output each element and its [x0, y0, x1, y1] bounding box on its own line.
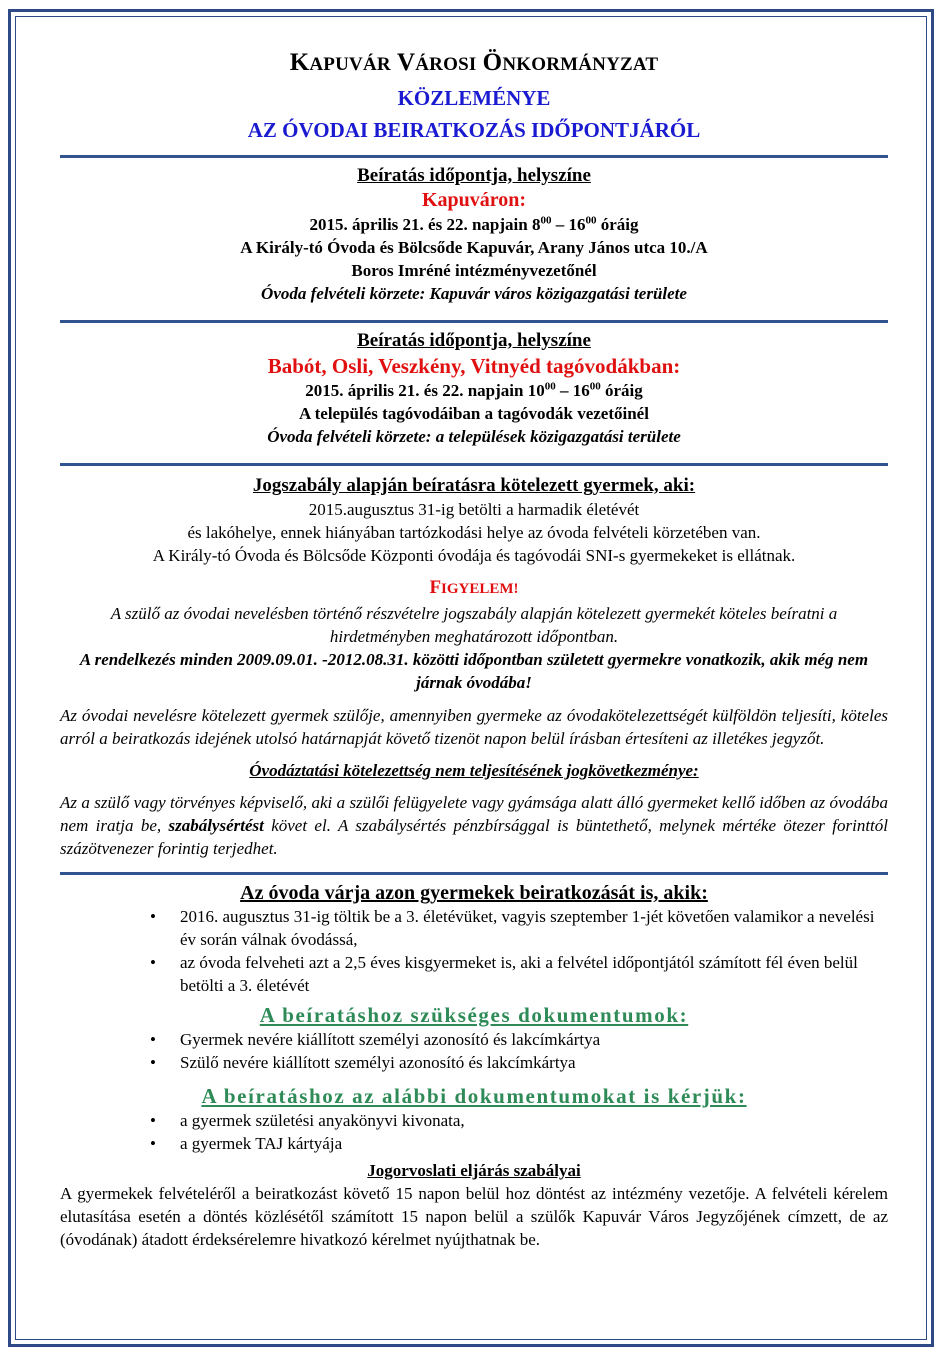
obligation-line: 2015.augusztus 31-ig betölti a harmadik életévét — [308, 500, 640, 519]
enrollment-date: 2015. április 21. és 22. napjain $8^{00} - 16^{00}$ óráig — [309, 214, 639, 234]
list-item-text: Szülő nevére kiállított személyi azonosító és lakcímkártya — [180, 1053, 576, 1072]
list-item — [60, 1109, 888, 1132]
extra-documents-list — [60, 1109, 888, 1155]
org-title: KAPUVÁR VÁROSI ÖNKORMÁNYZAT — [289, 49, 659, 76]
list-item — [60, 1132, 888, 1155]
place-name: Kapuváron: — [421, 189, 527, 211]
place-name: Babót, Osli, Veszkény, Vitnyéd tagóvodákban: — [267, 354, 681, 378]
section-kapuvar — [60, 158, 888, 305]
list-item — [60, 951, 888, 997]
announcement-subtitle: KÖZLEMÉNYE — [397, 86, 551, 110]
obligation-line: és lakóhelye, ennek hiányában tartózkodási helye az óvoda felvételi körzetében van. — [187, 523, 761, 542]
list-item — [60, 1028, 888, 1051]
list-item — [60, 1051, 888, 1074]
consequence-paragraph: Az a szülő vagy törvényes képviselő, aki a szülői felügyelete vagy gyámsága alatt álló gyermeket kellő időben az óvodába nem iratja be, szabálysértést követ el. A szabálysértés pénzbírsággal is büntethető, melynek mértéke ötezer forinttól százötvenezer forintig terjedhet. — [60, 793, 888, 858]
list-item-text: az óvoda felveheti azt a 2,5 éves kisgyermeket is, aki a felvétel időpontjától számított fél éven belül betölti a 3. életévét — [180, 953, 858, 995]
abroad-paragraph: Az óvodai nevelésre kötelezett gyermek szülője, amennyiben gyermeke az óvodakötelezettségét külföldön teljesíti, köteles arról a beiratkozás idejének utolsó határnapját követő tizenöt napon belül írásban értesíteni az illetékes jegyzőt. — [60, 706, 888, 748]
section-obligation — [60, 466, 888, 860]
section-heading: Jogszabály alapján beíratásra kötelezett gyermek, aki: — [252, 475, 696, 496]
list-item — [60, 905, 888, 951]
section-heading: Beíratás időpontja, helyszíne — [357, 165, 591, 186]
enrollment-date: 2015. április 21. és 22. napjain $10^{00} - 16^{00}$ óráig — [305, 380, 643, 400]
legal-remedy-paragraph: A gyermekek felvételéről a beiratkozást követő 15 napon belül hoz döntést az intézmény vezetője. A felvételi kérelem elutasítása esetén a döntés közlésétől számított 15 napon belül a szülők Kapuvár Város Jegyzőjének címzett, de az (óvodának) átadott érdeksérelemre hivatkozó kérelmet nyújthatnak be. — [60, 1184, 888, 1249]
bullet-icon: • — [150, 953, 156, 972]
attention-heading: FIGYELEM! — [429, 577, 519, 598]
attention-bold-text: A rendelkezés minden 2009.09.01. -2012.08.31. közötti időpontban született gyermekre vonatkozik, akik még nem járnak óvodába! — [79, 650, 869, 692]
list-item-text: a gyermek TAJ kártyája — [180, 1134, 343, 1153]
list-item-text: a gyermek születési anyakönyvi kivonata, — [180, 1111, 465, 1130]
bullet-icon: • — [150, 907, 156, 926]
bullet-icon: • — [150, 1030, 156, 1049]
section-optional-enrollment — [60, 875, 888, 1251]
enrollment-contact: Boros Imréné intézményvezetőnél — [351, 261, 597, 280]
extra-documents-heading: A beíratáshoz az alábbi dokumentumokat is kérjük: — [201, 1084, 747, 1108]
announcement-document — [60, 44, 888, 1251]
enrollment-location: A település tagóvodáiban a tagóvodák vezetőinél — [299, 404, 649, 423]
bullet-icon: • — [150, 1053, 156, 1072]
list-item-text: 2016. augusztus 31-ig töltik be a 3. életévüket, vagyis szeptember 1-jét követően valamikor a nevelési év során válnak óvodássá, — [180, 907, 875, 949]
attention-text: A szülő az óvodai nevelésben történő részvételre jogszabály alapján kötelezett gyermekét köteles beíratni a hirdetményben meghatározott időpontban. — [110, 604, 838, 646]
legal-remedy-heading: Jogorvoslati eljárás szabályai — [367, 1161, 581, 1180]
district-info: Óvoda felvételi körzete: Kapuvár város közigazgatási területe — [261, 284, 687, 303]
district-info: Óvoda felvételi körzete: a települések közigazgatási területe — [267, 427, 681, 446]
announcement-topic: AZ ÓVODAI BEIRATKOZÁS IDŐPONTJÁRÓL — [247, 118, 701, 142]
eligible-children-list — [60, 905, 888, 997]
section-heading: Az óvoda várja azon gyermekek beiratkozását is, akik: — [240, 882, 708, 904]
required-documents-list — [60, 1028, 888, 1074]
enrollment-location: A Király-tó Óvoda és Bölcsőde Kapuvár, Arany János utca 10./A — [240, 238, 708, 257]
section-heading: Beíratás időpontja, helyszíne — [357, 330, 591, 351]
bullet-icon: • — [150, 1111, 156, 1130]
bullet-icon: • — [150, 1134, 156, 1153]
obligation-line: A Király-tó Óvoda és Bölcsőde Központi óvodája és tagóvodái SNI-s gyermekeket is ellátnak. — [152, 546, 796, 565]
required-documents-heading: A beíratáshoz szükséges dokumentumok: — [259, 1003, 689, 1027]
list-item-text: Gyermek nevére kiállított személyi azonosító és lakcímkártya — [180, 1030, 601, 1049]
consequence-heading: Óvodáztatási kötelezettség nem teljesítésének jogkövetkezménye: — [249, 761, 699, 780]
section-member-kindergartens — [60, 323, 888, 448]
